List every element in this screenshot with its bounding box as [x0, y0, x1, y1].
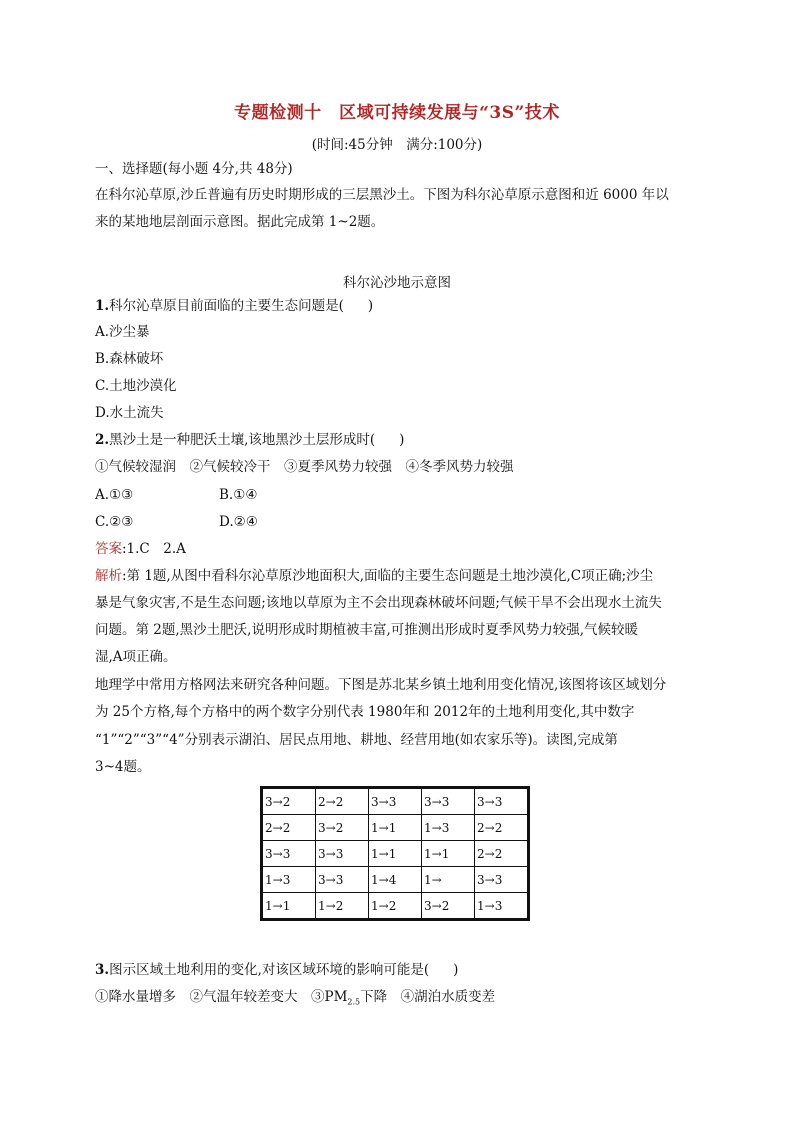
- grid-cell: 3→3: [316, 841, 369, 867]
- grid-cell: 1→: [422, 867, 475, 893]
- grid-cell: 1→1: [422, 841, 475, 867]
- grid-cell: 1→1: [262, 893, 316, 920]
- answer-text: :1.C 2.A: [122, 541, 186, 557]
- answer-label: 答案: [95, 541, 122, 557]
- question-3: [95, 961, 458, 979]
- q2-option-b: B.①④: [219, 487, 258, 503]
- analysis-line2: 暴是气象灾害,不是生态问题;该地以草原为主不会出现森林破坏问题;气候干旱不会出现水土流失: [95, 595, 662, 611]
- grid-cell: 3→3: [475, 867, 529, 893]
- q3-number: 3.: [95, 962, 110, 978]
- q1-option-b: B.森林破坏: [95, 351, 164, 367]
- analysis-text-1: :第 1题,从图中看科尔沁草原沙地面积大,面临的主要生态问题是土地沙漠化,C项正确;沙尘: [122, 568, 654, 584]
- grid-cell: 2→2: [475, 841, 529, 867]
- q1-option-c: C.土地沙漠化: [95, 378, 177, 394]
- answer-1-2: [95, 540, 186, 558]
- grid-cell: 3→3: [316, 867, 369, 893]
- grid-cell: 1→4: [369, 867, 422, 893]
- grid-cell: 1→3: [262, 867, 316, 893]
- q3-statements-part2: 下降 ④湖泊水质变差: [360, 989, 496, 1005]
- grid-cell: 1→1: [369, 841, 422, 867]
- q1-number: 1.: [95, 298, 110, 314]
- exam-time-score: (时间:45分钟 满分:100分): [311, 137, 483, 153]
- section-heading: 一、选择题(每小题 4分,共 48分): [95, 161, 293, 177]
- q2-close: ): [399, 432, 405, 448]
- grid-row: [262, 788, 529, 815]
- intro1-line2: 来的某地地层剖面示意图。据此完成第 1~2题。: [95, 214, 385, 230]
- grid-cell: 1→3: [422, 815, 475, 841]
- grid-cell: 3→3: [475, 788, 529, 815]
- q2-statements: ①气候较湿润 ②气候较冷干 ③夏季风势力较强 ④冬季风势力较强: [95, 459, 514, 475]
- q1-option-a: A.沙尘暴: [95, 324, 150, 340]
- q3-pm-subscript: 2.5: [347, 997, 361, 1007]
- grid-cell: 1→3: [475, 893, 529, 920]
- q2-option-d: D.②④: [219, 514, 258, 530]
- intro2-line3: “1”“2”“3”“4”分别表示湖泊、居民点用地、耕地、经营用地(如农家乐等)。读图,完成第: [95, 732, 618, 748]
- q1-stem: 科尔沁草原目前面临的主要生态问题是(: [109, 298, 344, 314]
- intro2-line4: 3~4题。: [95, 759, 151, 775]
- grid-cell: 3→2: [262, 788, 316, 815]
- question-1: [95, 297, 373, 315]
- q2-option-c: C.②③: [95, 514, 134, 530]
- grid-cell: 1→1: [369, 815, 422, 841]
- q1-close: ): [367, 298, 374, 314]
- q2-stem: 黑沙土是一种肥沃土壤,该地黑沙土层形成时(: [109, 432, 376, 448]
- land-use-grid: [260, 786, 530, 921]
- intro2-line2: 为 25个方格,每个方格中的两个数字分别代表 1980年和 2012年的土地利用变化,其中数字: [95, 704, 635, 720]
- grid-row: [262, 841, 529, 867]
- page-title: 专题检测十 区域可持续发展与“3S”技术: [234, 103, 560, 123]
- grid-cell: 3→3: [422, 788, 475, 815]
- grid-cell: 3→3: [369, 788, 422, 815]
- q2-number: 2.: [95, 432, 110, 448]
- grid-cell: 3→2: [422, 893, 475, 920]
- analysis-line3: 问题。第 2题,黑沙土肥沃,说明形成时期植被丰富,可推测出形成时夏季风势力较强,气候较暖: [95, 622, 639, 638]
- q3-statements: [95, 988, 495, 1012]
- analysis-line1: [95, 567, 653, 585]
- grid-cell: 1→2: [316, 893, 369, 920]
- grid-row: [262, 893, 529, 920]
- analysis-line4: 湿,A项正确。: [95, 649, 177, 665]
- q2-option-a: A.①③: [95, 487, 134, 503]
- grid-cell: 2→2: [316, 788, 369, 815]
- intro1-line1: 在科尔沁草原,沙丘普遍有历史时期形成的三层黑沙土。下图为科尔沁草原示意图和近 6000 年以: [95, 187, 669, 203]
- grid-cell: 3→3: [262, 841, 316, 867]
- intro2-line1: 地理学中常用方格网法来研究各种问题。下图是苏北某乡镇土地利用变化情况,该图将该区域划分: [95, 677, 667, 693]
- analysis-label: 解析: [95, 568, 122, 584]
- grid-cell: 1→2: [369, 893, 422, 920]
- grid-cell: 2→2: [475, 815, 529, 841]
- q1-option-d: D.水土流失: [95, 405, 164, 421]
- q3-stem: 图示区域土地利用的变化,对该区域环境的影响可能是(: [109, 962, 430, 978]
- grid-row: [262, 815, 529, 841]
- grid-cell: 3→2: [316, 815, 369, 841]
- q3-close: ): [453, 962, 459, 978]
- grid-row: [262, 867, 529, 893]
- figure-caption: 科尔沁沙地示意图: [343, 275, 451, 291]
- q3-statements-part1: ①降水量增多 ②气温年较差变大 ③PM: [95, 989, 348, 1005]
- grid-cell: 2→2: [262, 815, 316, 841]
- question-2: [95, 431, 404, 449]
